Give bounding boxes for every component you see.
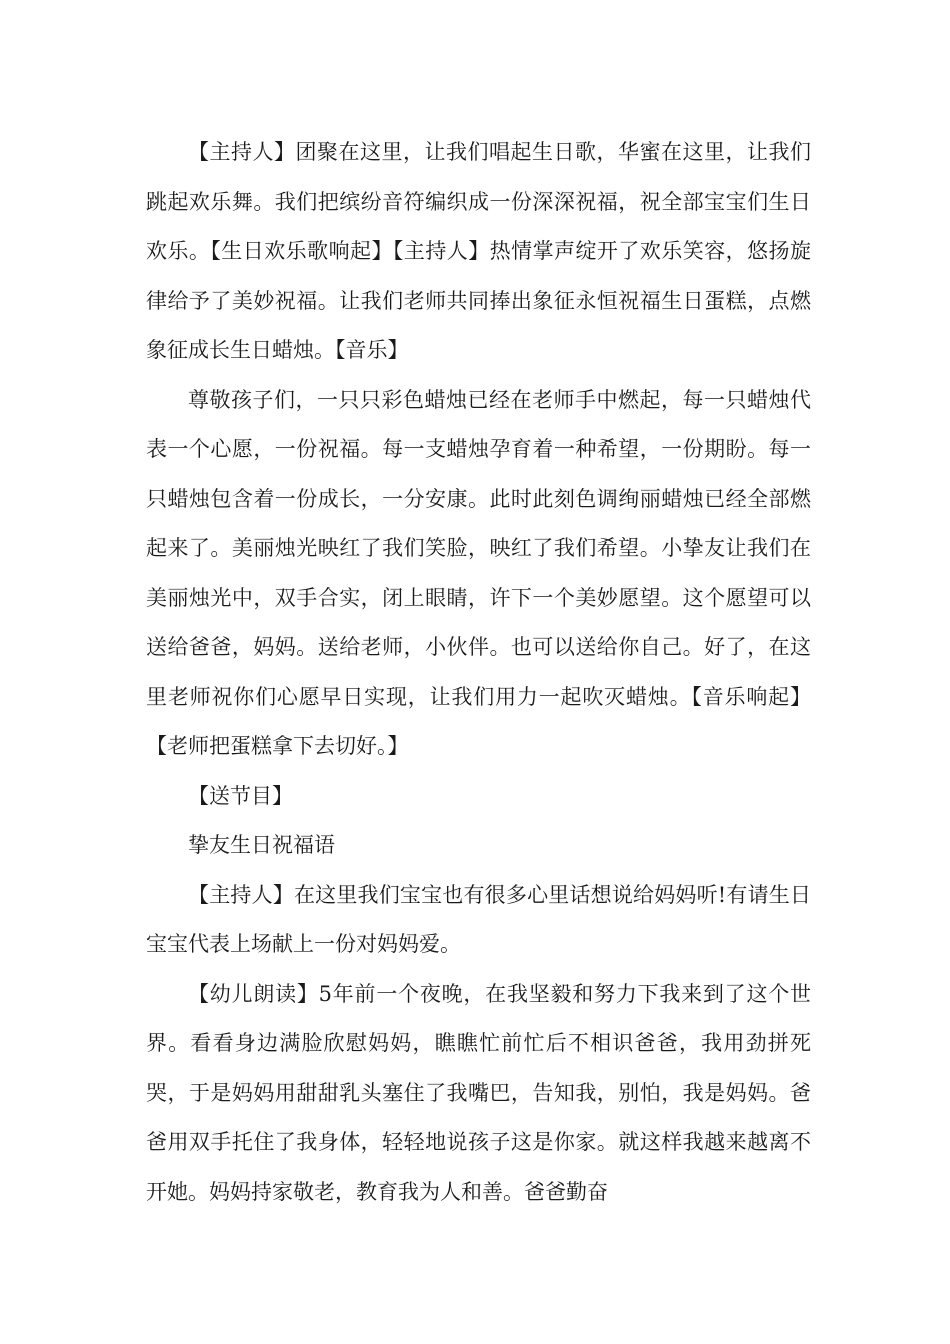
paragraph-host-birthday-song: 【主持人】团聚在这里，让我们唱起生日歌，华蜜在这里，让我们跳起欢乐舞。我们把缤纷音符编织成一份深深祝福，祝全部宝宝们生日欢乐。【生日欢乐歌响起】【主持人】热情掌声绽开了欢乐笑容，悠扬旋律给予了美妙祝福。让我们老师共同捧出象征永恒祝福生日蛋糕，点燃象征成长生日蜡烛。【音乐】 [146, 140, 811, 362]
paragraph-section-title: 挚友生日祝福语 [188, 833, 335, 857]
paragraph-child-reading: 【幼儿朗读】5年前一个夜晚，在我坚毅和努力下我来到了这个世界。看看身边满脸欣慰妈妈，瞧瞧忙前忙后不相识爸爸，我用劲拼死哭，于是妈妈用甜甜乳头塞住了我嘴巴，告知我，别怕，我是妈妈。爸爸用双手托住了我身体，轻轻地说孩子这是你家。就这样我越来越离不开她。妈妈持家敬老，教育我为人和善。爸爸勤奋 [146, 981, 811, 1204]
paragraph-candles: 尊敬孩子们，一只只彩色蜡烛已经在老师手中燃起，每一只蜡烛代表一个心愿，一份祝福。每一支蜡烛孕育着一种希望，一份期盼。每一只蜡烛包含着一份成长，一分安康。此时此刻色调绚丽蜡烛已经全部燃起来了。美丽烛光映红了我们笑脸，映红了我们希望。小挚友让我们在美丽烛光中，双手合实，闭上眼睛，许下一个美妙愿望。这个愿望可以送给爸爸，妈妈。送给老师，小伙伴。也可以送给你自己。好了，在这里老师祝你们心愿早日实现，让我们用力一起吹灭蜡烛。【音乐响起】【老师把蛋糕拿下去切好。】 [146, 387, 811, 758]
paragraph-host-invite: 【主持人】在这里我们宝宝也有很多心里话想说给妈妈听!有请生日宝宝代表上场献上一份对妈妈爱。 [146, 882, 811, 956]
document-body [146, 128, 811, 1217]
paragraph-program-heading: 【送节目】 [188, 783, 293, 808]
